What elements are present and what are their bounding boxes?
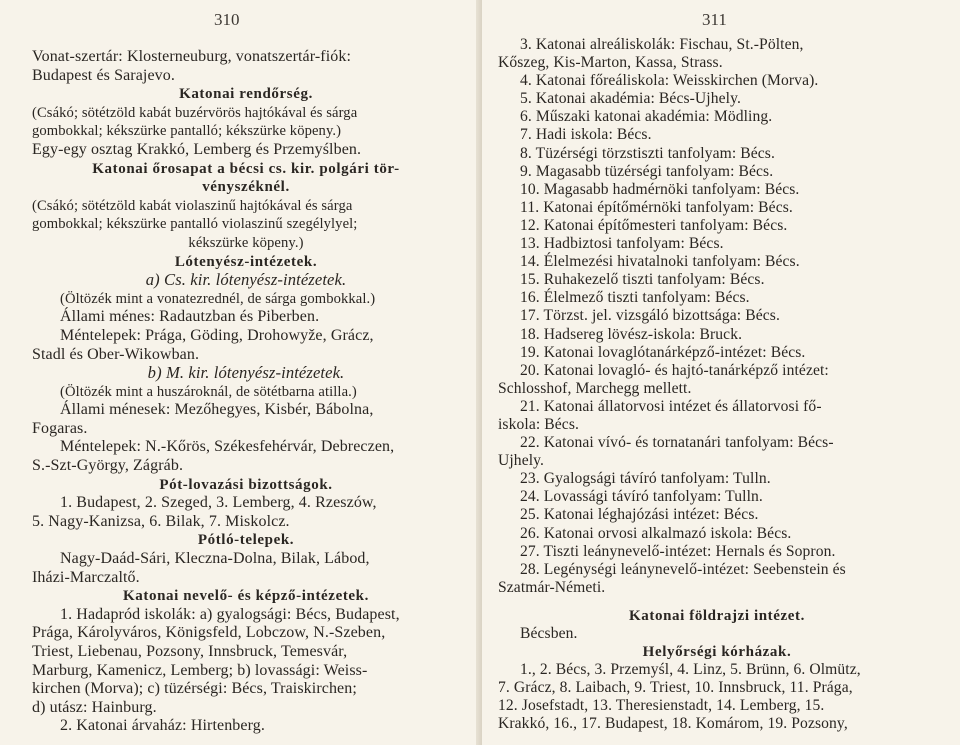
text-line: Stadl és Ober-Wikowban. [32,345,200,363]
text-line: Triest, Liebenau, Pozsony, Innsbruck, Temesvár, [32,643,348,660]
text-line: (Öltözék mint a vonatezrednél, de sárga gombokkal.) [60,290,376,307]
text-line: Fogaras. [32,419,88,437]
text-line: Schlosshof, Marchegg mellett. [498,379,692,397]
text-line: Prága, Károlyváros, Königsfeld, Lobczow, N.-Szeben, [32,624,386,642]
text-line: kékszürke köpeny.) [188,234,304,251]
text-line: iskola: Bécs. [498,415,579,433]
text-line: 7. Hadi iskola: Bécs. [520,126,652,144]
text-line: 17. Törzst. jel. vizsgáló bizottsága: Bécs. [520,307,780,325]
right-page-text [498,36,936,734]
text-line: Budapest és Sarajevo. [32,66,175,84]
section-heading: vényszéknél. [202,179,290,196]
page-number: 310 [214,10,240,29]
text-line: 16. Élelmező tiszti tanfolyam: Bécs. [520,289,750,307]
text-line: Krakkó, 16., 17. Budapest, 18. Komárom, 19. Pozsony, [498,715,848,733]
text-line: Iházi-Marczaltő. [32,568,140,586]
text-line: 10. Magasabb hadmérnöki tanfolyam: Bécs. [520,180,800,198]
text-line: 6. Műszaki katonai akadémia: Mödling. [520,108,773,126]
section-heading: Lótenyész-intézetek. [174,253,318,270]
text-line: 14. Élelmezési hivatalnoki tanfolyam: Bécs. [520,253,800,271]
text-line: 20. Katonai lovagló- és hajtó-tanárképző intézet: [520,361,829,379]
text-line: 26. Katonai orvosi alkalmazó iskola: Bécs. [520,524,792,542]
text-line: 12. Katonai építőmesteri tanfolyam: Bécs. [520,216,788,234]
section-heading: Katonai rendőrség. [179,86,313,103]
section-heading: Katonai őrosapat a bécsi cs. kir. polgári tör- [92,160,400,177]
text-line: kirchen (Morva); c) tüzérségi: Bécs, Traiskirchen; [32,680,357,698]
text-line: (Öltözék mint a huszároknál, de sötétbarna atilla.) [60,383,357,400]
text-line: 11. Katonai építőmérnöki tanfolyam: Bécs. [520,198,793,216]
text-line: gombokkal; kékszürke pantalló violaszinű szegélylyel; [32,216,358,233]
text-line: 2. Katonai árvaház: Hirtenberg. [60,717,265,735]
section-heading: Katonai földrajzi intézet. [629,607,805,624]
text-line: Marburg, Kamenicz, Lemberg; b) lovassági: Weiss- [32,661,368,679]
text-line: 19. Katonai lovaglótanárképző-intézet: Bécs. [520,343,806,361]
text-line [498,597,936,607]
text-line: Méntelepek: Prága, Göding, Drohowyže, Grácz, [60,326,374,344]
text-line: 5. Nagy-Kanizsa, 6. Bilak, 7. Miskolcz. [32,512,290,530]
text-line: Kőszeg, Kis-Marton, Kassa, Strass. [498,54,723,72]
text-line: Állami ménes: Radautzban és Piberben. [60,308,320,326]
text-line: 3. Katonai alreáliskolák: Fischau, St.-Pölten, [520,36,804,53]
text-line: 24. Lovassági távíró tanfolyam: Tulln. [520,488,763,506]
text-line: gombokkal; kékszürke pantalló; kékszürke köpeny.) [32,123,342,140]
text-line: 4. Katonai főreáliskola: Weisskirchen (Morva). [520,72,819,90]
text-line: 23. Gyalogsági távíró tanfolyam: Tulln. [520,470,771,488]
text-line: Szatmár-Németi. [498,578,606,596]
text-line: 13. Hadbiztosi tanfolyam: Bécs. [520,235,724,253]
text-line: Állami ménesek: Mezőhegyes, Kisbér, Bábolna, [60,401,374,419]
text-line: Ujhely. [498,452,545,470]
text-line: Nagy-Daád-Sári, Kleczna-Dolna, Bilak, Lábod, [60,550,370,568]
text-line: 1., 2. Bécs, 3. Przemyśl, 4. Linz, 5. Brünn, 6. Olmütz, [520,661,861,679]
text-line: 15. Ruhakezelő tiszti tanfolyam: Bécs. [520,271,765,289]
section-heading: Pótló-telepek. [197,532,295,549]
text-line: d) utász: Hainburg. [32,698,157,716]
text-line: 8. Tüzérségi törzstiszti tanfolyam: Bécs. [520,144,775,162]
text-line: a) Cs. kir. lótenyész-intézetek. [145,270,347,290]
text-line: 9. Magasabb tüzérségi tanfolyam: Bécs. [520,162,774,180]
section-heading: Helyőrségi kórházak. [642,644,792,661]
section-heading: Katonai nevelő- és képző-intézetek. [123,588,369,605]
text-line: Egy-egy osztag Krakkó, Lemberg és Przemyślben. [32,140,362,158]
text-line: 27. Tiszti leánynevelő-intézet: Hernals és Sopron. [520,542,836,560]
text-line: 1. Hadapród iskolák: a) gyalogsági: Bécs, Budapest, [60,605,400,623]
text-line: 1. Budapest, 2. Szeged, 3. Lemberg, 4. Rzeszów, [60,494,377,512]
text-line: 22. Katonai vívó- és tornatanári tanfolyam: Bécs- [520,434,834,452]
text-line: Bécsben. [520,625,578,642]
text-line: 7. Grácz, 8. Laibach, 9. Triest, 10. Innsbruck, 11. Prága, [498,679,853,697]
right-page [482,0,960,745]
text-line: (Csákó; sötétzöld kabát buzérvörös hajtókával és sárga [32,104,358,121]
text-line: 18. Hadsereg lövész-iskola: Bruck. [520,325,743,343]
section-heading: Pót-lovazási bizottságok. [159,476,333,493]
text-line: S.-Szt-György, Zágráb. [32,457,184,475]
text-line: b) M. kir. lótenyész-intézetek. [147,363,345,383]
text-line: 25. Katonai léghajózási intézet: Bécs. [520,506,759,524]
text-line: Méntelepek: N.-Kőrös, Székesfehérvár, Debreczen, [60,438,395,456]
text-line: Vonat-szertár: Klosterneuburg, vonatszertár-fiók: [32,48,351,65]
text-line: 21. Katonai állatorvosi intézet és állatorvosi fő- [520,397,822,415]
text-line: (Csákó; sötétzöld kabát violaszinű hajtókával és sárga [32,197,353,214]
text-line: 12. Josefstadt, 13. Theresienstadt, 14. Lemberg, 15. [498,697,825,715]
text-line: 5. Katonai akadémia: Bécs-Ujhely. [520,90,741,108]
text-line: 28. Legénységi leánynevelő-intézet: Seebenstein és [520,560,846,578]
page-number: 311 [702,10,727,29]
left-page-text [32,48,460,736]
